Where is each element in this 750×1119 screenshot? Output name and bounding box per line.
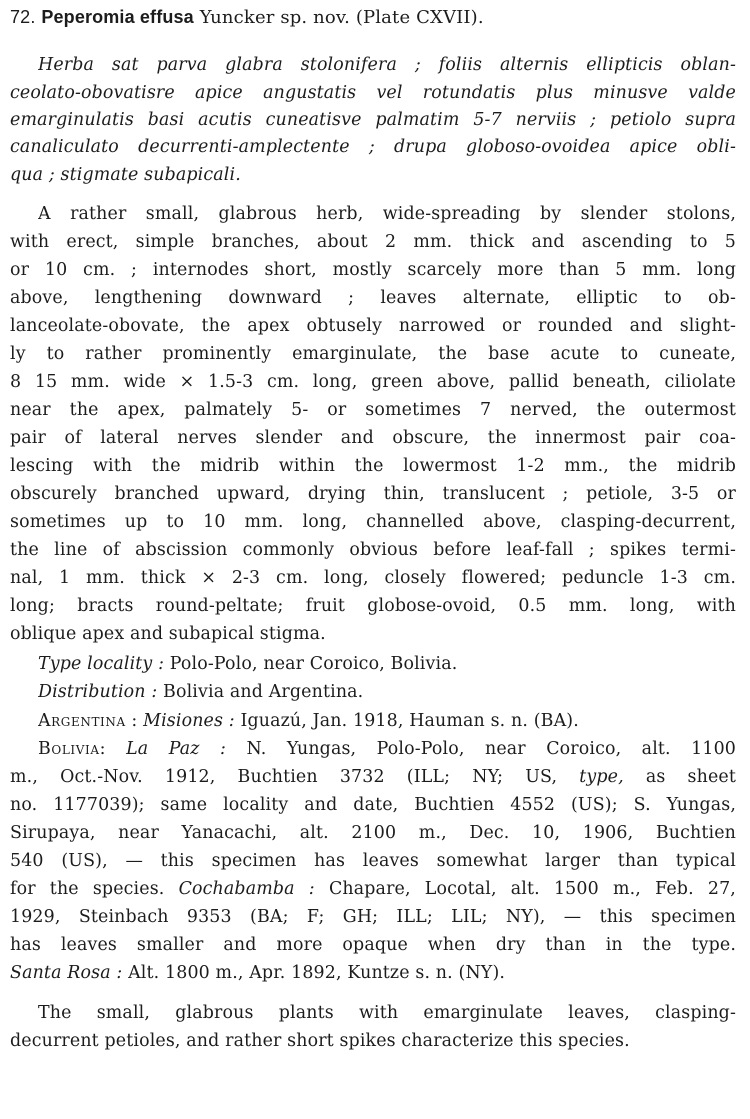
description-line: lescing with the midrib within the lowermost 1-2 mm., the midrib [10,456,736,476]
specimen-bolivia-line [38,736,736,762]
latin-line: canaliculato decurrenti-amplectente ; drupa globoso-ovoidea apice obli- [10,137,736,157]
specimen-bolivia-line [10,960,736,986]
specimen-bolivia-line [10,764,736,790]
separator: : [125,711,144,731]
description-line: long; bracts round-peltate; fruit globose-ovoid, 0.5 mm. long, with [10,596,736,616]
province-santa-rosa: Santa Rosa : [10,963,123,983]
specimen-bolivia-line [10,876,736,902]
province-cochabamba: Cochabamba : [178,879,315,899]
species-heading [10,4,736,31]
specimen-text: N. Yungas, Polo-Polo, near Coroico, alt. 1100 [226,739,736,759]
description-line: sometimes up to 10 mm. long, channelled above, clasping-decurrent, [10,512,736,532]
specimen-argentina [38,708,736,734]
specimen-bolivia-line: 1929, Steinbach 9353 (BA; F; GH; ILL; LIL; NY), — this specimen [10,907,736,927]
description-line: oblique apex and subapical stigma. [10,624,326,644]
type-locality-value: Polo-Polo, near Coroico, Bolivia. [169,654,458,674]
specimen-bolivia-line: 540 (US), — this specimen has leaves somewhat larger than typical [10,851,736,871]
closing-line: The small, glabrous plants with emarginulate leaves, clasping- [38,1003,736,1023]
description-line: obscurely branched upward, drying thin, translucent ; petiole, 3-5 or [10,484,736,504]
description-line: A rather small, glabrous herb, wide-spreading by slender stolons, [38,204,736,224]
specimen-text: Chapare, Locotal, alt. 1500 m., Feb. 27, [314,879,736,899]
latin-line: emarginulatis basi acutis cuneatisve palmatim 5-7 nerviis ; petiolo supra [10,110,736,130]
specimen-text: Alt. 1800 m., Apr. 1892, Kuntze s. n. (NY). [122,963,506,983]
country-argentina: Argentina [38,711,126,731]
latin-line: ceolato-obovatisre apice angustatis vel rotundatis plus minusve valde [10,83,736,103]
description-line: above, lengthening downward ; leaves alternate, elliptic to ob- [10,288,736,308]
province-la-paz: La Paz : [126,739,227,759]
separator: : [99,739,127,759]
description-line: nal, 1 mm. thick × 2-3 cm. long, closely flowered; peduncle 1-3 cm. [10,568,736,588]
specimen-text: m., Oct.-Nov. 1912, Buchtien 3732 (ILL; NY; US, [10,767,580,787]
country-bolivia: Bolivia [38,739,100,759]
distribution-value: Bolivia and Argentina. [163,682,364,702]
description-line: the line of abscission commonly obvious before leaf-fall ; spikes termi- [10,540,736,560]
description-line: with erect, simple branches, about 2 mm. thick and ascending to 5 [10,232,736,252]
type-designation: type, [579,767,624,787]
description-line: near the apex, palmately 5- or sometimes 7 nerved, the outermost [10,400,736,420]
description-line: 8 15 mm. wide × 1.5-3 cm. long, green above, pallid beneath, ciliolate [10,372,736,392]
specimen-bolivia-line: no. 1177039); same locality and date, Buchtien 4552 (US); S. Yungas, [10,795,736,815]
species-author: Yuncker sp. nov. (Plate CXVII). [199,7,484,28]
specimen-bolivia-line: has leaves smaller and more opaque when dry than in the type. [10,935,736,955]
type-locality-label: Type locality : [38,654,165,674]
distribution-label: Distribution : [38,682,158,702]
specimen-text: for the species. [10,879,179,899]
species-name: Peperomia effusa [41,7,194,27]
specimen-bolivia-line: Sirupaya, near Yanacachi, alt. 2100 m., Dec. 10, 1906, Buchtien [10,823,736,843]
specimen-text: Iguazú, Jan. 1918, Hauman s. n. (BA). [234,711,579,731]
description-line: ly to rather prominently emarginulate, the base acute to cuneate, [10,344,736,364]
province-misiones: Misiones : [143,711,235,731]
description-line: lanceolate-obovate, the apex obtusely narrowed or rounded and slight- [10,316,736,336]
type-locality [38,651,736,677]
closing-line: decurrent petioles, and rather short spikes characterize this species. [10,1031,630,1051]
latin-line: Herba sat parva glabra stolonifera ; foliis alternis ellipticis oblan- [38,55,736,75]
description-line: pair of lateral nerves slender and obscure, the innermost pair coa- [10,428,736,448]
species-number: 72. [10,7,36,27]
specimen-text: as sheet [623,767,736,787]
distribution [38,679,736,705]
description-line: or 10 cm. ; internodes short, mostly scarcely more than 5 mm. long [10,260,736,280]
latin-line: qua ; stigmate subapicali. [10,165,241,185]
